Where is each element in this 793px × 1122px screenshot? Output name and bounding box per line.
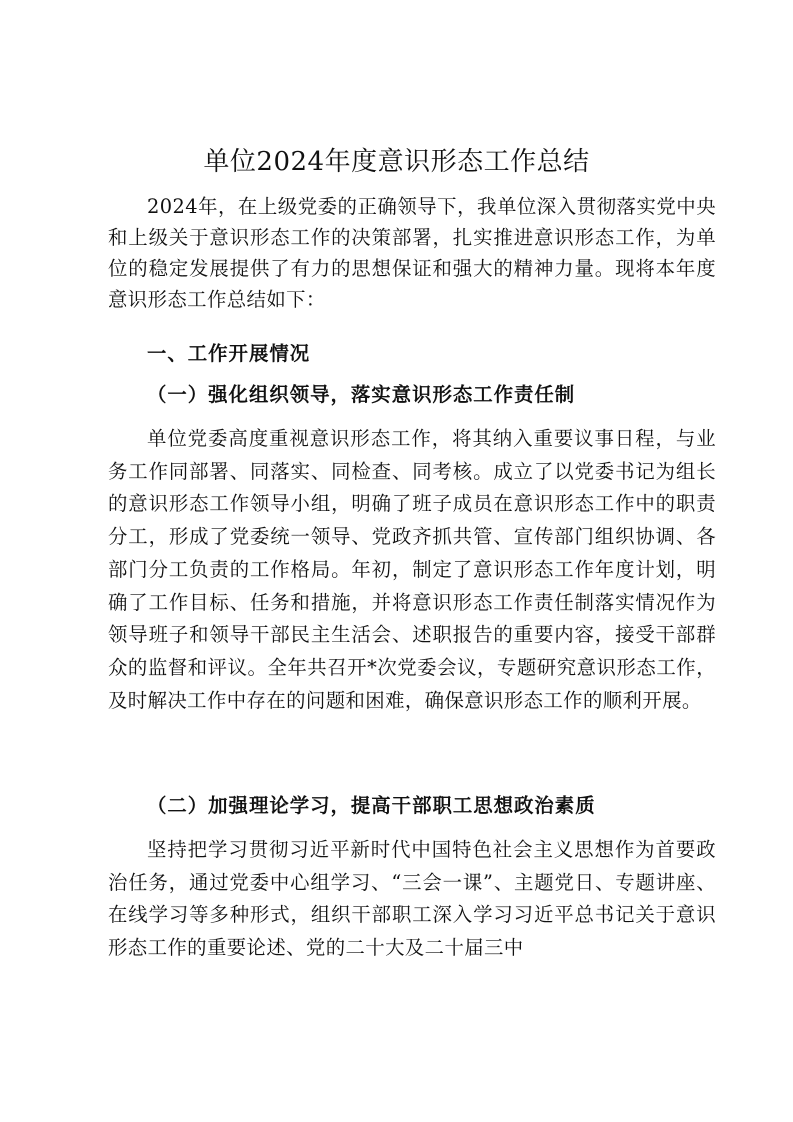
section-heading: 一、工作开展情况	[147, 342, 311, 365]
intro-paragraph: 2024年，在上级党委的正确领导下，我单位深入贯彻落实党中央和上级关于意识形态工作的决策部署，扎实推进意识形态工作，为单位的稳定发展提供了有力的思想保证和强大的精神力量。现将本年度意识形态工作总结如下：	[108, 195, 716, 311]
subsection-heading-2: （二）加强理论学习，提高干部职工思想政治素质	[147, 794, 596, 817]
subsection-paragraph-2: 坚持把学习贯彻习近平新时代中国特色社会主义思想作为首要政治任务，通过党委中心组学习、“三会一课”、主题党日、专题讲座、在线学习等多种形式，组织干部职工深入学习习近平总书记关于意识形态工作的重要论述、党的二十大及二十届三中	[108, 838, 716, 960]
subsection-paragraph-1: 单位党委高度重视意识形态工作，将其纳入重要议事日程，与业务工作同部署、同落实、同检查、同考核。成立了以党委书记为组长的意识形态工作领导小组，明确了班子成员在意识形态工作中的职责分工，形成了党委统一领导、党政齐抓共管、宣传部门组织协调、各部门分工负责的工作格局。年初，制定了意识形态工作年度计划，明确了工作目标、任务和措施，并将意识形态工作责任制落实情况作为领导班子和领导干部民主生活会、述职报告的重要内容，接受干部群众的监督和评议。全年共召开*次党委会议，专题研究意识形态工作，及时解决工作中存在的问题和困难，确保意识形态工作的顺利开展。	[108, 427, 716, 712]
subsection-heading-1: （一）强化组织领导，落实意识形态工作责任制	[147, 383, 576, 406]
document-title: 单位2024年度意识形态工作总结	[203, 147, 590, 177]
